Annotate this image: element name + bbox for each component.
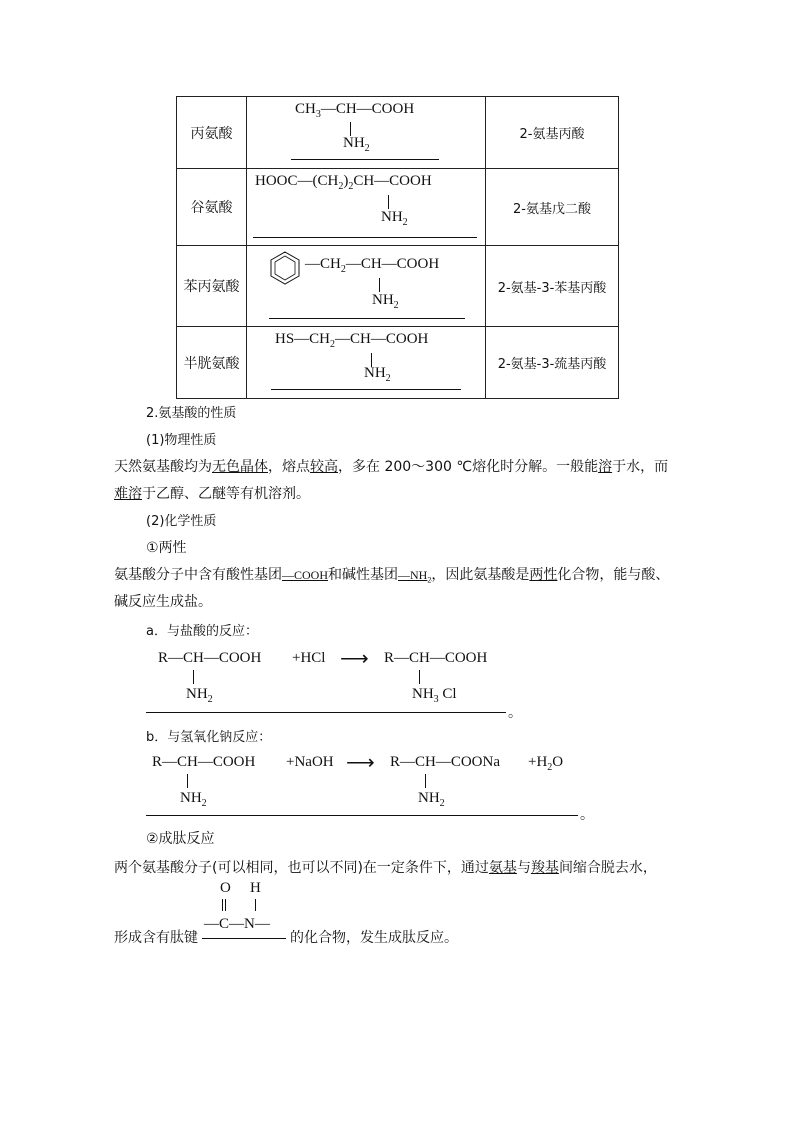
peptide-bond-formula: —C—N—: [204, 916, 270, 932]
amphoteric-text-line1: 氨基酸分子中含有酸性基团—COOH和碱性基团$—NH_2$，因此氨基酸是两性化合物，能与酸、: [114, 567, 670, 585]
amine-group: $NH_2$: [372, 292, 399, 311]
systematic-name: 2-氨基-3-巯基丙酸: [486, 327, 619, 399]
peptide-heading: ②成肽反应: [146, 831, 215, 847]
peptide-text-line2: 形成含有肽键: [114, 930, 198, 946]
formula-main: $CH_3—CH—COOH$: [295, 101, 415, 120]
physical-properties-line2: 难溶于乙醇、乙醚等有机溶剂。: [114, 486, 310, 502]
benzene-ring-icon: [267, 250, 303, 286]
physical-properties-line1: 天然氨基酸均为无色晶体，熔点较高，多在 200～300 ℃熔化时分解。一般能溶于水，而: [114, 459, 669, 475]
table-row: [177, 246, 619, 327]
peptide-text-line2-end: 的化合物，发生成肽反应。: [290, 930, 458, 946]
subsection-heading: (2)化学性质: [146, 514, 217, 529]
structure-formula: [247, 169, 486, 246]
oxygen-atom: O: [220, 880, 231, 896]
structure-formula: [247, 246, 486, 327]
water-product: $+H_2O$: [528, 754, 564, 773]
amine-group: $NH_2$: [364, 365, 391, 384]
amine-group: $NH_2$: [186, 686, 213, 705]
formula-main: $HS—CH_2—CH—COOH$: [275, 331, 429, 350]
amino-acid-name: 苯丙氨酸: [177, 246, 247, 327]
structure-formula: [247, 97, 486, 169]
reaction-a-label: a．与盐酸的反应：: [146, 624, 258, 639]
formula-main: $—CH_2—CH—COOH$: [305, 256, 440, 275]
table-row: [177, 327, 619, 399]
systematic-name: 2-氨基戊二酸: [486, 169, 619, 246]
reaction-b-label: b．与氢氧化钠反应：: [146, 730, 272, 745]
amine-group: $NH_2$: [381, 209, 408, 228]
product-formula: R—CH—COONa: [390, 754, 501, 770]
arrow-icon: ⟶: [346, 752, 375, 774]
amphoteric-text-line2: 碱反应生成盐。: [114, 594, 212, 610]
amine-group: $NH_2$: [343, 135, 370, 154]
subsection-heading: (1)物理性质: [146, 433, 217, 448]
amine-group: $NH_2$: [180, 790, 207, 809]
systematic-name: 2-氨基-3-苯基丙酸: [486, 246, 619, 327]
amino-acid-name: 半胱氨酸: [177, 327, 247, 399]
product-formula: R—CH—COOH: [384, 650, 488, 666]
amphoteric-heading: ①两性: [146, 540, 187, 556]
reagent-naoh: +NaOH: [286, 754, 334, 770]
ammonium-group: $NH_3$ Cl: [412, 686, 457, 705]
reactant-formula: R—CH—COOH: [158, 650, 262, 666]
arrow-icon: ⟶: [340, 648, 369, 670]
structure-formula: [247, 327, 486, 399]
section-heading: 2.氨基酸的性质: [146, 406, 237, 421]
amino-acid-table: [176, 96, 619, 399]
amino-acid-name: 谷氨酸: [177, 169, 247, 246]
amine-group: $NH_2$: [418, 790, 445, 809]
reactant-formula: R—CH—COOH: [152, 754, 256, 770]
peptide-text-line1: 两个氨基酸分子(可以相同，也可以不同)在一定条件下，通过氨基与羧基间缩合脱去水，: [114, 860, 657, 876]
reagent-hcl: +HCl: [292, 650, 326, 666]
hydrogen-atom: H: [250, 880, 261, 896]
formula-main: $HOOC—(CH_2)_2CH—COOH$: [255, 173, 432, 192]
table-row: [177, 169, 619, 246]
amino-acid-name: 丙氨酸: [177, 97, 247, 169]
table-row: [177, 97, 619, 169]
systematic-name: 2-氨基丙酸: [486, 97, 619, 169]
